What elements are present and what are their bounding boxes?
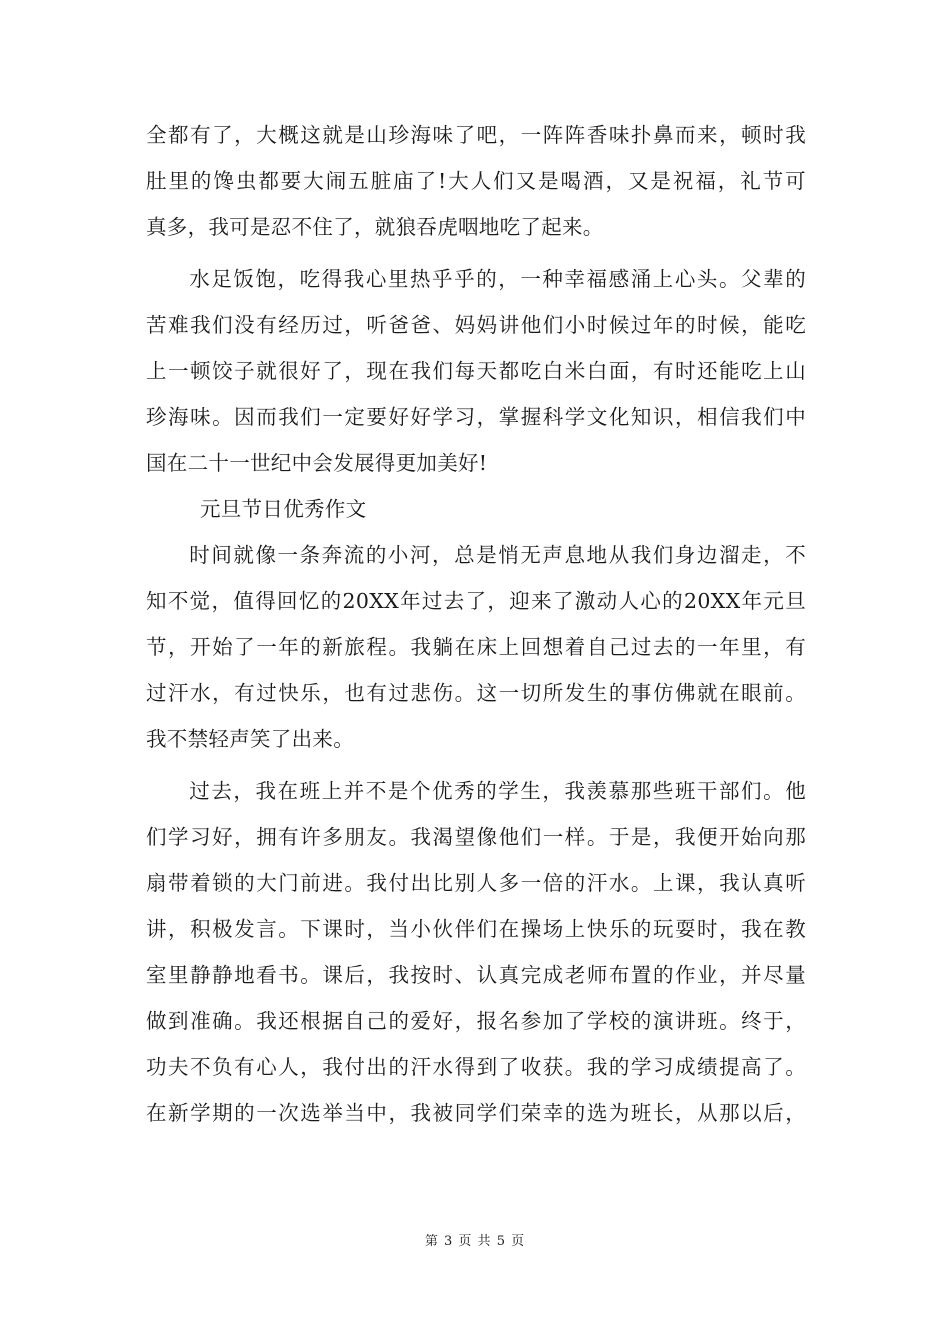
paragraph-line: 们学习好，拥有许多朋友。我渴望像他们一样。于是，我便开始向那 — [146, 825, 806, 849]
paragraph-line: 过汗水，有过快乐，也有过悲伤。这一切所发生的事仿佛就在眼前。 — [146, 681, 806, 705]
paragraph-line: 扇带着锁的大门前进。我付出比别人多一倍的汗水。上课，我认真听 — [146, 871, 806, 895]
paragraph-line: 全都有了，大概这就是山珍海味了吧，一阵阵香味扑鼻而来，顿时我 — [146, 123, 806, 147]
paragraph-line: 真多，我可是忍不住了，就狼吞虎咽地吃了起来。 — [146, 215, 604, 239]
paragraph-line: 国在二十一世纪中会发展得更加美好! — [146, 451, 488, 475]
paragraph-line: 我不禁轻声笑了出来。 — [146, 727, 354, 751]
paragraph-line: 功夫不负有心人，我付出的汗水得到了收获。我的学习成绩提高了。 — [146, 1055, 806, 1079]
paragraph-line: 肚里的馋虫都要大闹五脏庙了!大人们又是喝酒，又是祝福，礼节可 — [146, 169, 806, 193]
paragraph-line: 水足饭饱，吃得我心里热乎乎的，一种幸福感涌上心头。父辈的 — [188, 267, 806, 291]
paragraph-line: 讲，积极发言。下课时，当小伙伴们在操场上快乐的玩耍时，我在教 — [146, 917, 806, 941]
page-footer: 第 3 页 共 5 页 — [424, 1234, 526, 1249]
paragraph-line: 节，开始了一年的新旅程。我躺在床上回想着自己过去的一年里，有 — [146, 635, 806, 659]
paragraph-line: 上一顿饺子就很好了，现在我们每天都吃白米白面，有时还能吃上山 — [146, 359, 806, 383]
paragraph-line: 苦难我们没有经历过，听爸爸、妈妈讲他们小时候过年的时候，能吃 — [146, 313, 806, 337]
paragraph-line: 室里静静地看书。课后，我按时、认真完成老师布置的作业，并尽量 — [146, 963, 806, 987]
paragraph-line: 珍海味。因而我们一定要好好学习，掌握科学文化知识，相信我们中 — [146, 405, 806, 429]
paragraph-line: 在新学期的一次选举当中，我被同学们荣幸的选为班长，从那以后， — [146, 1101, 806, 1125]
document-body — [146, 112, 806, 1136]
paragraph-line: 做到准确。我还根据自己的爱好，报名参加了学校的演讲班。终于， — [146, 1009, 806, 1033]
paragraph-line: 知不觉，值得回忆的20XX年过去了，迎来了激动人心的20XX年元旦 — [146, 589, 806, 613]
section-heading: 元旦节日优秀作文 — [200, 497, 367, 521]
paragraph-line: 过去，我在班上并不是个优秀的学生，我羡慕那些班干部们。他 — [188, 779, 806, 803]
paragraph-line: 时间就像一条奔流的小河，总是悄无声息地从我们身边溜走，不 — [188, 543, 806, 567]
